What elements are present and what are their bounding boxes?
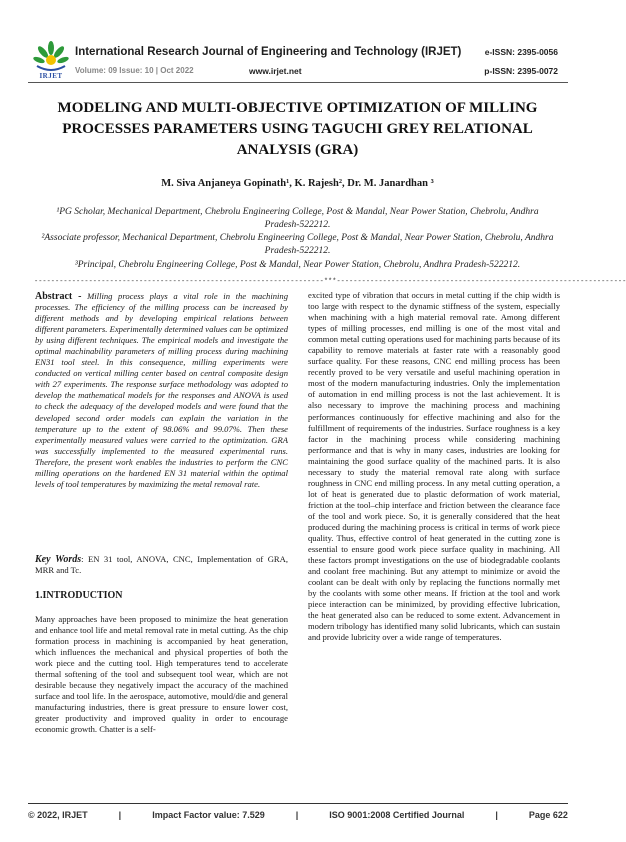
abstract: [35, 291, 288, 490]
irjet-logo: [33, 40, 69, 76]
keywords-label: Key Words: [35, 554, 82, 565]
footer-iso: ISO 9001:2008 Certified Journal: [329, 810, 465, 820]
paper-authors: M. Siva Anjaneya Gopinath¹, K. Rajesh², Dr. M. Janardhan ³: [161, 178, 434, 189]
right-column-text: excited type of vibration that occurs in metal cutting if the chip width is too large with respect to the dynamic stiffness of the system, especially when machining with a high material removal rate. Among different types of milling processes, end milling is one of the most vital and common metal cutting operations used for machining parts because of its capability to remove materials at faster rate with a reasonably good surface quality. For these reasons, CNC end milling process has been recently proved to be very versatile and useful machining operation in most of the modern manufacturing industries. Only the implementation of automation in end milling process is not the last achievement. It is also necessary to improve the machining process and machining performances continuously for effective machining and also for the fulfillment of requirements of the industries. Surface roughness is a key factor in the machining process while considering machining performance and that is why in many cases, industries are looking for maintaining the good surface quality of the machined parts. It is also necessary to study the material removal rate along with surface roughness in CNC end milling process. In any metal cutting operation, a lot of heat is generated due to plastic deformation of work material, friction at the tool–chip interface and friction between the clearance face of the tool and work piece. So, it is generally considered that the heat produced during the machining process is critical in terms of work piece quality. Thus, effective control of heat generated in the cutting zone is essential to ensure good work piece surface quality in machining. All these factors prompt investigations on the use of biodegradable coolants and coolant free machining. But any attempt to minimize or avoid the coolant can be dealt with only by replacing the functions normally met by the coolants with some other means. If friction at the tool and work piece interaction can be minimized, by providing effective lubrication, the heat generated also can be reduced to some extent. Advancement in modern tribology has identified many solid lubricants, which can sustain and provide lubricity over a wide range of temperatures.: [308, 290, 560, 643]
footer-page-number: Page 622: [528, 810, 568, 820]
journal-title: International Research Journal of Engineering and Technology (IRJET): [75, 46, 462, 58]
journal-website: www.irjet.net: [249, 66, 302, 76]
footer: [28, 810, 568, 820]
section-separator: ---------------------------------------------------------------------***---------------------------------------------------------------------: [34, 278, 626, 286]
abstract-text: Milling process plays a vital role in the machining processes. The efficiency of the milling process can be increased by different methods and by developing empirical relations between different parameters. Experimentally determined values can be optimized by using different techniques. The empirical models and investigate the optimal machinability parameters of milling process during machining EN31 tool steel. In this consequence, milling experiments were conducted on vertical milling center based on central composite design with 27 experiments. The response surface methodology was adopted to develop the mathematical models for the responses and ANOVA is used to check the adequacy of the developed models and were found that the developed second order models can explain the variation in the temperature up to the extent of 98.06% and 99.07%. Then these experimentally measured values were carried to the optimization. GRA was successfully implemented to the measured experimental runs. Therefore, the present work enables the industries to perform the CNC milling operations on the hardened EN 31 material within the optimal levels of tool temperatures by maximizing the metal removal rate.: [35, 291, 289, 489]
logo-text: IRJET: [39, 72, 63, 80]
keywords-text: : EN 31 tool, ANOVA, CNC, Implementation of GRA, MRR and Tc.: [35, 554, 288, 576]
section-heading-introduction: 1.INTRODUCTION: [35, 590, 123, 601]
footer-copyright: © 2022, IRJET: [28, 810, 88, 820]
p-issn: p-ISSN: 2395-0072: [484, 66, 558, 76]
affiliation-1: ¹PG Scholar, Mechanical Department, Chebrolu Engineering College, Post & Mandal, Near Power Station, Chebrolu, Andhra Pradesh-522212.: [56, 207, 539, 230]
footer-divider: [28, 803, 568, 804]
footer-divider-2: |: [295, 810, 299, 820]
introduction-text: Many approaches have been proposed to minimize the heat generation and enhance tool life and metal removal rate in metal cutting. As the chip formation process in machining is accompanied by heat generation, which influences the mechanical and physical properties of both the work piece and the cutting tool. High temperatures tend to accelerate thermal softening of the tool and subsequent tool wear, which are not desirable because they negatively impact the accuracy of the machined surface and tool life. In the aerospace, automotive, mould/die and general manufacturing industries, there is great pressure to ensure lower cost, greater productivity and improved quality in order to encourage economic growth. Chatter is a self-: [35, 614, 288, 735]
affiliation-3: ³Principal, Chebrolu Engineering College, Post & Mandal, Near Power Station, Chebrolu, Andhra Pradesh-522212.: [74, 260, 521, 270]
paper-title: MODELING AND MULTI-OBJECTIVE OPTIMIZATION OF MILLING PROCESSES PARAMETERS USING TAGUCHI GREY RELATIONAL ANALYSIS (GRA): [57, 100, 538, 158]
e-issn: e-ISSN: 2395-0056: [484, 47, 558, 57]
keywords: [35, 554, 288, 576]
volume-issue: Volume: 09 Issue: 10 | Oct 2022: [75, 66, 194, 75]
footer-impact-factor: Impact Factor value: 7.529: [152, 810, 265, 820]
header-divider: [28, 82, 568, 83]
footer-divider-3: |: [495, 810, 498, 820]
abstract-label: Abstract -: [35, 291, 82, 302]
footer-divider-1: |: [118, 810, 122, 820]
affiliation-2: ²Associate professor, Mechanical Department, Chebrolu Engineering College, Post & Mandal, Near Power Station, Chebrolu, Andhra Pradesh-522212.: [41, 233, 554, 256]
